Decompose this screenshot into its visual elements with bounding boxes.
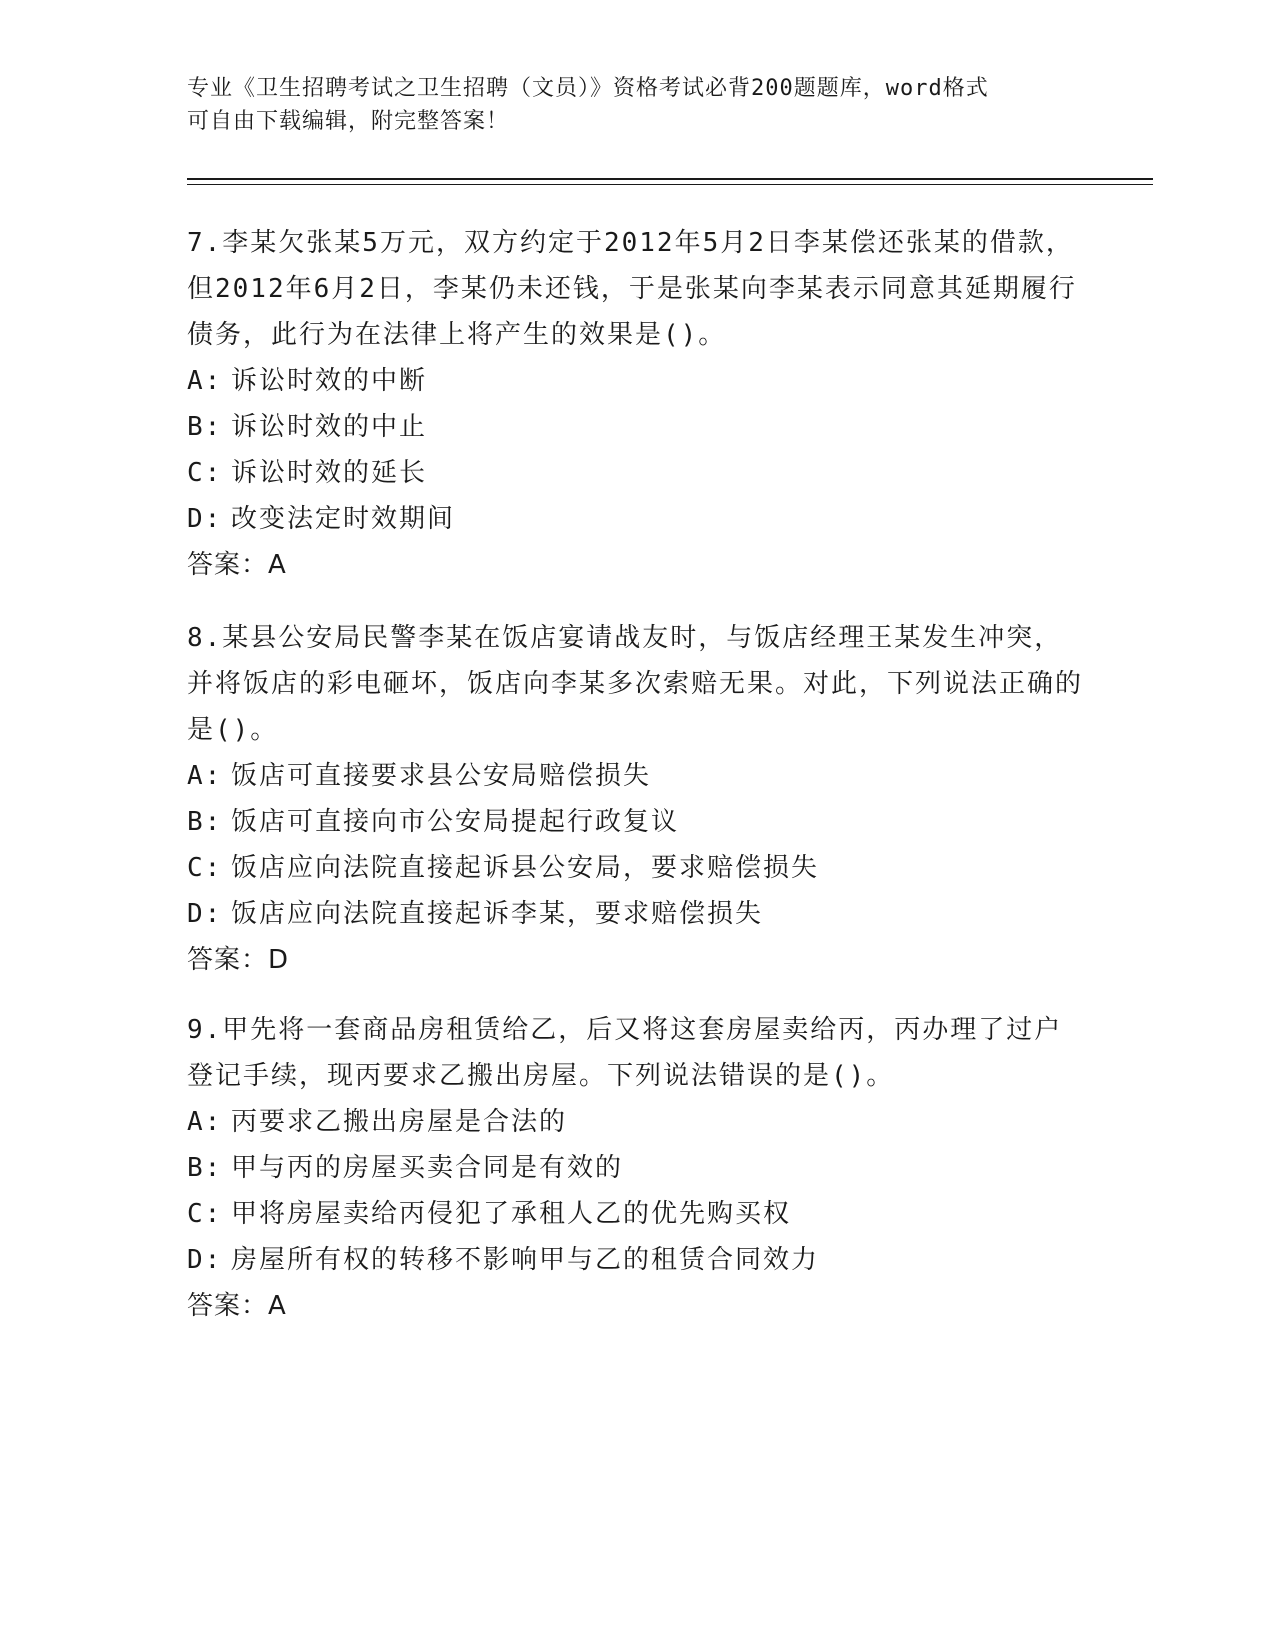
option-letter: A: (187, 366, 223, 396)
option-letter: D: (187, 899, 223, 929)
option-c (187, 845, 1087, 891)
option-letter: D: (187, 504, 223, 534)
question-8 (187, 615, 1087, 983)
option-text: 甲将房屋卖给丙侵犯了承租人乙的优先购买权 (231, 1199, 792, 1229)
header-divider-thin (187, 184, 1153, 185)
question-9 (187, 1007, 1087, 1329)
option-letter: C: (187, 853, 223, 883)
option-text: 甲与丙的房屋买卖合同是有效的 (231, 1153, 624, 1183)
option-a (187, 753, 1087, 799)
option-text: 诉讼时效的中断 (231, 366, 428, 396)
question-stem: 9.甲先将一套商品房租赁给乙，后又将这套房屋卖给丙，丙办理了过户登记手续，现丙要求乙搬出房屋。下列说法错误的是()。 (187, 1015, 1063, 1091)
header-divider-thick (187, 178, 1153, 180)
option-text: 改变法定时效期间 (231, 504, 456, 534)
option-text: 饭店应向法院直接起诉县公安局，要求赔偿损失 (231, 853, 820, 883)
option-text: 房屋所有权的转移不影响甲与乙的租赁合同效力 (231, 1245, 820, 1275)
option-c (187, 450, 1087, 496)
option-b (187, 799, 1087, 845)
option-letter: B: (187, 1153, 223, 1183)
option-text: 饭店应向法院直接起诉李某，要求赔偿损失 (231, 899, 764, 929)
option-c (187, 1191, 1087, 1237)
option-text: 丙要求乙搬出房屋是合法的 (231, 1107, 568, 1137)
option-text: 诉讼时效的延长 (231, 458, 428, 488)
option-letter: A: (187, 1107, 223, 1137)
question-stem: 7.李某欠张某5万元，双方约定于2012年5月2日李某偿还张某的借款，但2012年6月2日，李某仍未还钱，于是张某向李某表示同意其延期履行债务，此行为在法律上将产生的效果是()。 (187, 228, 1077, 350)
option-d (187, 1237, 1087, 1283)
option-a (187, 1099, 1087, 1145)
question-stem: 8.某县公安局民警李某在饭店宴请战友时，与饭店经理王某发生冲突，并将饭店的彩电砸坏，饭店向李某多次索赔无果。对此，下列说法正确的是()。 (187, 623, 1084, 745)
option-letter: D: (187, 1245, 223, 1275)
option-letter: C: (187, 458, 223, 488)
option-b (187, 1145, 1087, 1191)
answer-line: 答案：A (187, 550, 287, 580)
answer-line: 答案：A (187, 1291, 287, 1321)
document-header: 专业《卫生招聘考试之卫生招聘（文员）》资格考试必背200题题库，word格式 可自由下载编辑，附完整答案！ (187, 76, 989, 134)
option-b (187, 404, 1087, 450)
option-letter: A: (187, 761, 223, 791)
option-letter: B: (187, 412, 223, 442)
option-letter: C: (187, 1199, 223, 1229)
option-a (187, 358, 1087, 404)
option-text: 饭店可直接要求县公安局赔偿损失 (231, 761, 652, 791)
option-letter: B: (187, 807, 223, 837)
option-text: 饭店可直接向市公安局提起行政复议 (231, 807, 680, 837)
option-text: 诉讼时效的中止 (231, 412, 428, 442)
option-d (187, 891, 1087, 937)
option-d (187, 496, 1087, 542)
answer-line: 答案：D (187, 945, 290, 975)
question-7 (187, 220, 1087, 588)
